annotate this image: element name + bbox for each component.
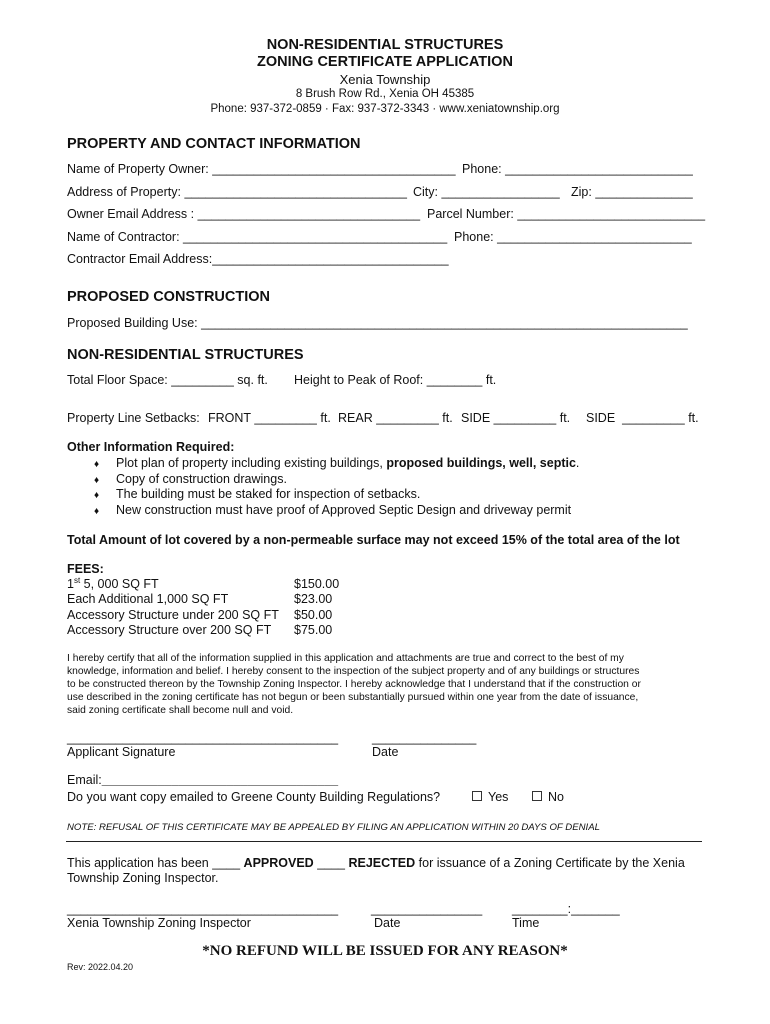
parcel-field[interactable] — [427, 207, 705, 221]
list-item: ♦ New construction must have proof of Approved Septic Design and driveway permit — [94, 503, 572, 517]
fee-row-amount: $75.00 — [294, 623, 333, 637]
inspector-date-line[interactable]: ________________ — [371, 902, 483, 916]
floor-space-blank[interactable]: _________ — [171, 373, 234, 387]
roof-height-label: Height to Peak of Roof: — [294, 373, 424, 387]
zip-blank[interactable]: ______________ — [595, 185, 693, 199]
fee-row-amount: $50.00 — [294, 608, 333, 622]
owner-email-field[interactable] — [67, 207, 420, 221]
applicant-signature-label: Applicant Signature — [67, 745, 176, 759]
city-label: City: — [413, 185, 438, 199]
fee-row-label: Each Additional 1,000 SQ FT — [67, 592, 229, 606]
setbacks-row — [67, 411, 200, 425]
property-heading: PROPERTY AND CONTACT INFORMATION — [67, 136, 361, 152]
fees-heading: FEES: — [67, 562, 104, 576]
certification-line: knowledge, information and belief. I hereby consent to the inspection of the subject property and of any buildings or structures — [67, 666, 640, 677]
parcel-blank[interactable]: ___________________________ — [517, 207, 706, 221]
applicant-date-label: Date — [372, 745, 399, 759]
rejected-label: REJECTED — [348, 856, 416, 870]
setback-side1-blank[interactable]: _________ — [493, 411, 557, 425]
decision-line: This application has been ____ APPROVED ____ REJECTED for issuance of a Zoning Certificate by the Xenia — [67, 856, 685, 870]
applicant-date-line[interactable]: _______________ — [372, 731, 477, 745]
appeal-note: NOTE: REFUSAL OF THIS CERTIFICATE MAY BE APPEALED BY FILING AN APPLICATION WITHIN 20 DAYS OF DENIAL — [67, 822, 600, 833]
owner-phone-label: Phone: — [462, 162, 502, 176]
setback-front-unit: ft. — [320, 411, 331, 425]
city-blank[interactable]: _________________ — [441, 185, 560, 199]
city-field[interactable] — [413, 185, 560, 199]
building-use-field[interactable] — [67, 316, 688, 330]
yes-label: Yes — [488, 790, 509, 804]
owner-name-label: Name of Property Owner: — [67, 162, 209, 176]
contractor-email-field[interactable] — [67, 252, 449, 266]
copy-email-question: Do you want copy emailed to Greene County Building Regulations? — [67, 790, 441, 804]
list-item: ♦ Copy of construction drawings. — [94, 472, 287, 486]
divider — [66, 841, 702, 842]
diamond-bullet-icon: ♦ — [94, 475, 100, 486]
setbacks-label: Property Line Setbacks: — [67, 411, 200, 425]
org-address: 8 Brush Row Rd., Xenia OH 45385 — [295, 88, 475, 100]
approved-label: APPROVED — [243, 856, 314, 870]
inspector-date-label: Date — [374, 916, 401, 930]
construction-heading: PROPOSED CONSTRUCTION — [67, 289, 271, 305]
setback-rear-label: REAR — [338, 411, 373, 425]
setback-side1-label: SIDE — [461, 411, 491, 425]
decision-line-2: Township Zoning Inspector. — [67, 871, 219, 885]
contractor-email-label: Contractor Email Address: — [67, 252, 213, 266]
form-title-line1: NON-RESIDENTIAL STRUCTURES — [266, 37, 504, 53]
inspector-time-line[interactable]: ________:_______ — [512, 902, 620, 916]
yes-checkbox[interactable] — [472, 791, 482, 801]
setback-rear-blank[interactable]: _________ — [376, 411, 439, 425]
zip-field[interactable] — [571, 185, 693, 199]
floor-space-unit: sq. ft. — [237, 373, 268, 387]
fee-row-amount: $23.00 — [294, 592, 333, 606]
owner-email-blank[interactable]: ________________________________ — [197, 207, 421, 221]
setback-rear-field[interactable] — [338, 411, 453, 425]
email-label: Email: — [67, 773, 102, 787]
diamond-bullet-icon: ♦ — [94, 459, 100, 470]
owner-name-field[interactable] — [67, 162, 456, 176]
certification-line: use described in the zoning certificate has not begun or been substantially pursued within one year from the date of issuance, — [67, 692, 639, 703]
setback-front-label: FRONT — [208, 411, 251, 425]
property-address-blank[interactable]: ________________________________ — [184, 185, 407, 199]
setback-rear-unit: ft. — [442, 411, 453, 425]
roof-height-field[interactable] — [294, 373, 496, 387]
coverage-rule: Total Amount of lot covered by a non-permeable surface may not exceed 15% of the total area of the lot — [67, 533, 680, 547]
setback-side2-field[interactable] — [586, 411, 699, 425]
revision-label: Rev: 2022.04.20 — [67, 962, 134, 972]
inspector-signature-line[interactable]: _______________________________________ — [67, 902, 339, 916]
no-option[interactable] — [532, 790, 564, 804]
zip-label: Zip: — [571, 185, 592, 199]
list-item: ♦ Plot plan of property including existing buildings, proposed buildings, well, septic. — [94, 456, 580, 470]
applicant-signature-line[interactable]: _______________________________________ — [67, 731, 339, 745]
contractor-phone-field[interactable] — [454, 230, 692, 244]
property-address-field[interactable] — [67, 185, 407, 199]
setback-side1-field[interactable] — [461, 411, 570, 425]
parcel-label: Parcel Number: — [427, 207, 514, 221]
roof-height-unit: ft. — [485, 373, 497, 387]
setback-front-field[interactable] — [208, 411, 331, 425]
setback-side2-label: SIDE — [586, 411, 616, 425]
other-info-heading: Other Information Required: — [67, 440, 235, 454]
no-label: No — [548, 790, 564, 804]
certification-line: to be constructed thereon by the Township Zoning Inspector. I hereby acknowledge that I understand that if the construction or — [67, 679, 641, 690]
inspector-signature-label: Xenia Township Zoning Inspector — [67, 916, 251, 930]
building-use-blank[interactable]: ______________________________________________________________________ — [201, 316, 688, 330]
contractor-phone-blank[interactable]: ____________________________ — [497, 230, 692, 244]
fee-row-amount: $150.00 — [294, 577, 340, 591]
no-refund-notice: *NO REFUND WILL BE ISSUED FOR ANY REASON* — [202, 943, 568, 959]
setback-side1-unit: ft. — [559, 411, 571, 425]
setback-front-blank[interactable]: _________ — [254, 411, 317, 425]
owner-phone-blank[interactable]: ___________________________ — [505, 162, 693, 176]
diamond-bullet-icon: ♦ — [94, 490, 100, 501]
contractor-name-field[interactable] — [67, 230, 447, 244]
org-contact: Phone: 937-372-0859 · Fax: 937-372-3343 · www.xeniatownship.org — [210, 103, 560, 115]
certification-line: I hereby certify that all of the information supplied in this application and attachments are true and correct to the best of my — [67, 653, 624, 664]
fee-row-label: Accessory Structure under 200 SQ FT — [67, 608, 279, 622]
diamond-bullet-icon: ♦ — [94, 506, 100, 517]
list-item: ♦ The building must be staked for inspection of setbacks. — [94, 487, 421, 501]
setback-side2-unit: ft. — [688, 411, 699, 425]
building-use-label: Proposed Building Use: — [67, 316, 198, 330]
email-field[interactable] — [67, 773, 338, 787]
fee-row-label: Accessory Structure over 200 SQ FT — [67, 623, 272, 637]
rejected-blank[interactable]: ____ — [317, 856, 345, 870]
approved-blank[interactable]: ____ — [212, 856, 241, 870]
yes-option[interactable] — [472, 790, 508, 804]
certification-line: said zoning certificate shall become null and void. — [67, 705, 294, 716]
floor-space-label: Total Floor Space: — [67, 373, 168, 387]
contractor-phone-label: Phone: — [454, 230, 494, 244]
email-blank[interactable]: __________________________________ — [101, 773, 339, 787]
owner-name-blank[interactable]: ___________________________________ — [212, 162, 456, 176]
floor-space-field[interactable] — [67, 373, 268, 387]
owner-email-label: Owner Email Address : — [67, 207, 195, 221]
roof-height-blank[interactable]: ________ — [426, 373, 483, 387]
setback-side2-blank[interactable]: _________ — [622, 411, 685, 425]
structures-heading: NON-RESIDENTIAL STRUCTURES — [67, 347, 304, 363]
no-checkbox[interactable] — [532, 791, 542, 801]
contractor-name-label: Name of Contractor: — [67, 230, 180, 244]
inspector-time-label: Time — [512, 916, 540, 930]
contractor-name-blank[interactable]: ______________________________________ — [183, 230, 448, 244]
org-name: Xenia Township — [339, 72, 431, 87]
contractor-email-blank[interactable]: __________________________________ — [212, 252, 449, 266]
property-address-label: Address of Property: — [67, 185, 181, 199]
form-title-line2: ZONING CERTIFICATE APPLICATION — [257, 54, 513, 70]
owner-phone-field[interactable] — [462, 162, 693, 176]
fee-row-label: 1st 5, 000 SQ FT — [67, 575, 159, 591]
